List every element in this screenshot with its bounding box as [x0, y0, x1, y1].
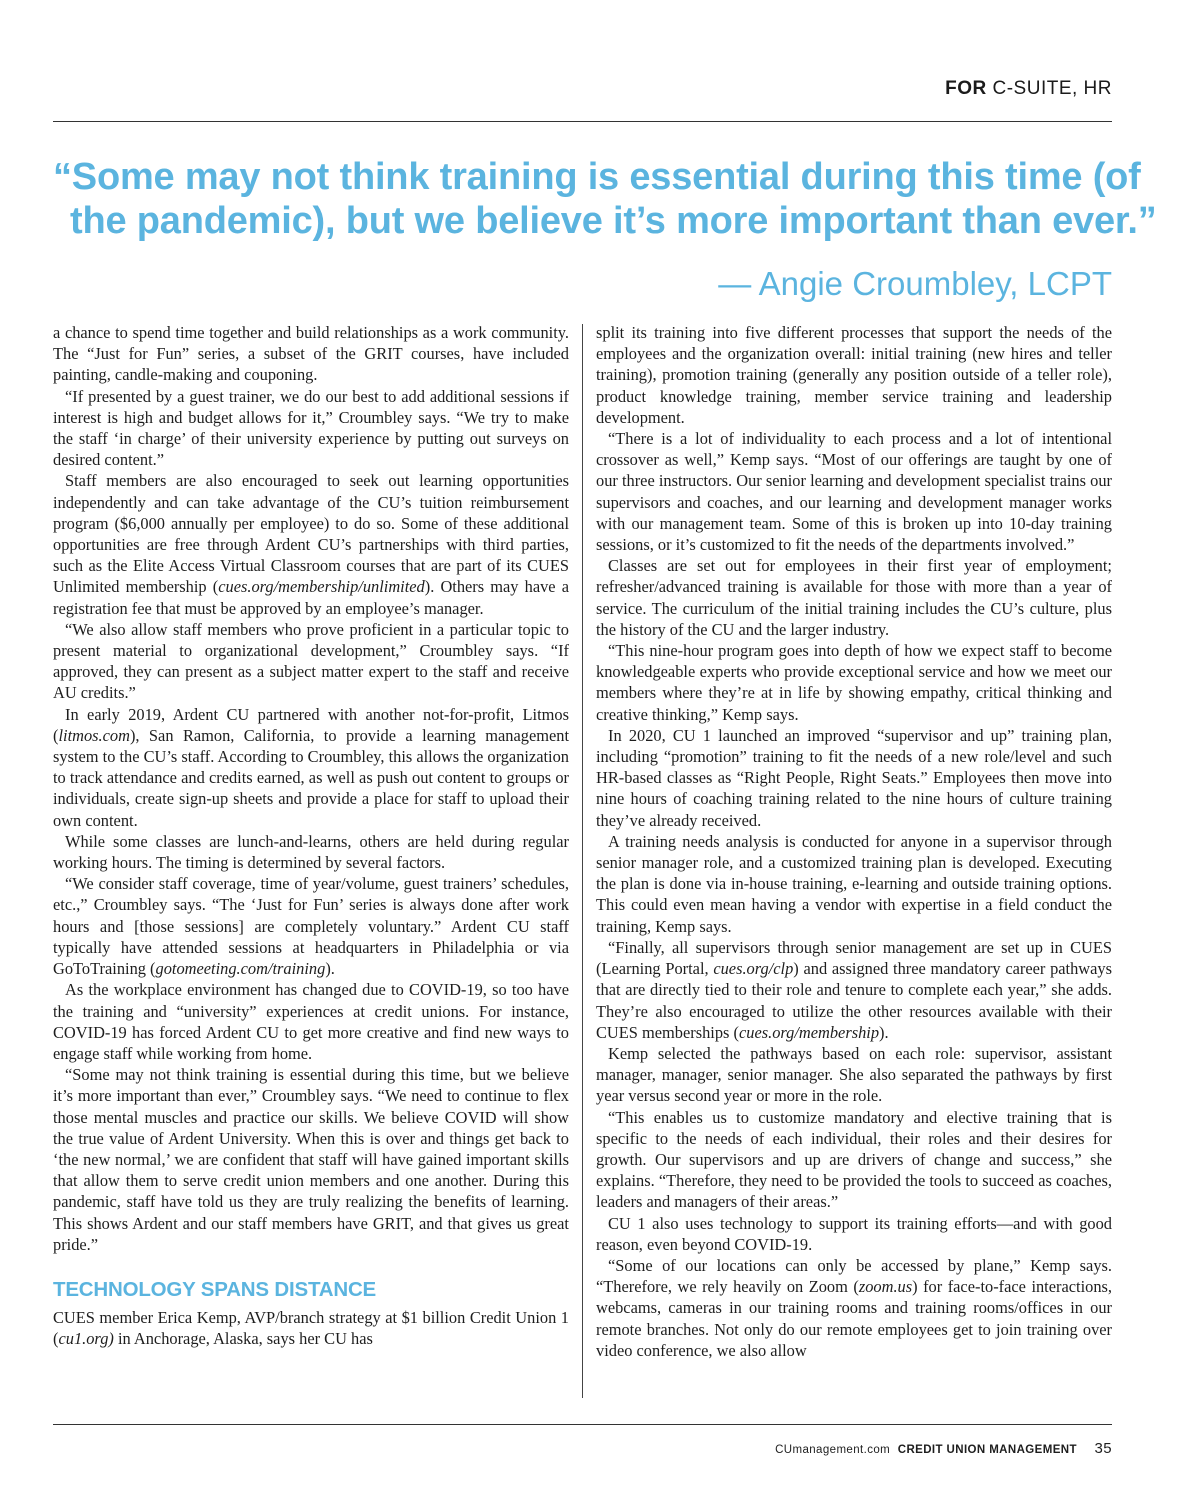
paragraph: “We consider staff coverage, time of year/volume, guest trainers’ schedules, etc.,” Croumbley says. “The ‘Just for Fun’ series is always done after work hours and [those sessions] are completely voluntary.” Ardent CU staff typically have attended sessions at headquarters in Philadelphia or via GoToTraining (gotomeeting.com/training).	[53, 874, 569, 979]
top-divider	[53, 121, 1112, 122]
paragraph: Classes are set out for employees in their first year of employment; refresher/advanced training is available for those with more than a year of service. The curriculum of the initial training includes the CU’s culture, plus the history of the CU and the larger industry.	[596, 556, 1112, 639]
paragraph: Kemp selected the pathways based on each role: supervisor, assistant manager, manager, senior manager. She also separated the pathways by first year versus second year or more in the role.	[596, 1043, 1112, 1106]
paragraph: “Some of our locations can only be accessed by plane,” Kemp says. “Therefore, we rely heavily on Zoom (zoom.us) for face-to-face interactions, webcams, cameras in our training rooms and training rooms/offices in our remote branches. Not only do our remote employees get to join training over video conference, we also allow	[596, 1255, 1112, 1360]
section-subhead: TECHNOLOGY SPANS DISTANCE	[53, 1277, 377, 1301]
page-footer	[775, 1440, 1112, 1457]
footer-magazine: CREDIT UNION MANAGEMENT	[897, 1444, 1077, 1456]
paragraph: “Finally, all supervisors through senior management are set up in CUES (Learning Portal, cues.org/clp) and assigned three mandatory career pathways that are directly tied to their role and tenure to complete each year,” she adds. They’re also encouraged to utilize the other resources available with their CUES memberships (cues.org/membership).	[596, 937, 1112, 1042]
pull-quote-line-1: “Some may not think training is essential during this time (of	[53, 156, 1141, 198]
url-link: zoom.us	[858, 1277, 913, 1297]
section-label-text: C-SUITE, HR	[992, 78, 1112, 99]
pull-quote-attribution: — Angie Croumbley, LCPT	[718, 265, 1112, 302]
paragraph: “If presented by a guest trainer, we do our best to add additional sessions if interest is high and budget allows for it,” Croumbley says. “We try to make the staff ‘in charge’ of their university experience by putting out surveys on desired content.”	[53, 386, 569, 470]
paragraph: “Some may not think training is essential during this time, but we believe it’s more important than ever,” Croumbley says. “We need to continue to flex those mental muscles and practice our skills. We believe COVID will show the true value of Ardent University. When this is over and things get back to ‘the new normal,’ we are confident that staff will have gained important skills that allow them to serve credit union members and one another. During this pandemic, staff have told us they are truly realizing the benefits of learning. This shows Ardent and our staff members have GRIT, and that gives us great pride.”	[53, 1065, 569, 1254]
right-column	[596, 322, 1112, 1361]
url-link: litmos.com	[58, 725, 130, 745]
paragraph: “We also allow staff members who prove proficient in a particular topic to present material to organizational development,” Croumbley says. “If approved, they can present as a subject matter expert to the staff and receive AU credits.”	[53, 619, 569, 703]
paragraph: As the workplace environment has changed due to COVID-19, so too have the training and “university” experiences at credit unions. For instance, COVID-19 has forced Ardent CU to get more creative and find new ways to engage staff while working from home.	[53, 980, 569, 1063]
paragraph: a chance to spend time together and build relationships as a work community. The “Just for Fun” series, a subset of the GRIT courses, have included painting, candle-making and couponing.	[53, 323, 569, 385]
bottom-divider	[53, 1424, 1112, 1425]
left-column	[53, 322, 569, 1349]
pull-quote-line-2: the pandemic), but we believe it’s more important than ever.”	[70, 200, 1157, 242]
url-link: cues.org/membership/unlimited	[218, 577, 425, 597]
section-label	[945, 78, 1112, 100]
paragraph: A training needs analysis is conducted for anyone in a supervisor through senior manager role, and a customized training plan is developed. Executing the plan is done via in-house training, e-learning and outside training options. This could even mean having a vendor with expertise in a field conduct the training, Kemp says.	[596, 831, 1112, 936]
url-link: cu1.org)	[58, 1329, 114, 1349]
page-number: 35	[1094, 1440, 1112, 1457]
pull-quote	[53, 155, 1157, 243]
column-divider	[582, 324, 583, 1398]
paragraph: In early 2019, Ardent CU partnered with another not-for-profit, Litmos (litmos.com), San Ramon, California, to provide a learning management system to the CU’s staff. According to Croumbley, this allows the organization to track attendance and credits earned, as well as push out content to groups or individuals, create sign-up sheets and provide a place for staff to upload their own content.	[53, 704, 569, 830]
footer-site: CUmanagement.com	[775, 1444, 891, 1456]
paragraph: split its training into five different processes that support the needs of the employees and the organization overall: initial training (new hires and teller training), promotion training (generally any position outside of a teller role), product knowledge training, member service training and leadership development.	[596, 323, 1112, 427]
url-link: cues.org/clp	[713, 959, 794, 979]
section-label-bold: FOR	[945, 78, 987, 99]
url-link: gotomeeting.com/training	[155, 959, 326, 979]
paragraph: CUES member Erica Kemp, AVP/branch strategy at $1 billion Credit Union 1 (cu1.org) in Anchorage, Alaska, says her CU has	[53, 1307, 569, 1349]
paragraph: In 2020, CU 1 launched an improved “supervisor and up” training plan, including “promotion” training to fit the needs of a new role/level and such HR-based classes as “Right People, Right Seats.” Employees then move into nine hours of coaching training related to the nine hours of culture training they’ve already received.	[596, 725, 1112, 830]
paragraph: Staff members are also encouraged to seek out learning opportunities independently and can take advantage of the CU’s tuition reimbursement program ($6,000 annually per employee) to do so. Some of these additional opportunities are free through Ardent CU’s partnerships with third parties, such as the Elite Access Virtual Classroom courses that are part of its CUES Unlimited membership (cues.org/membership/unlimited). Others may have a registration fee that must be approved by an employee’s manager.	[53, 471, 569, 618]
url-link: cues.org/membership	[738, 1022, 880, 1042]
paragraph: CU 1 also uses technology to support its training efforts—and with good reason, even beyond COVID-19.	[596, 1213, 1112, 1254]
paragraph: “This nine-hour program goes into depth of how we expect staff to become knowledgeable experts who provide exceptional service and how we meet our members where they’re at in life by showing empathy, critical thinking and creative thinking,” Kemp says.	[596, 641, 1112, 724]
paragraph: “There is a lot of individuality to each process and a lot of intentional crossover as well,” Kemp says. “Most of our offerings are taught by one of our three instructors. Our senior learning and development specialist trains our supervisors and coaches, and our learning and development manager works with our management team. Some of this is broken up into 10-day training sessions, or it’s customized to fit the needs of the departments involved.”	[596, 429, 1112, 555]
paragraph: “This enables us to customize mandatory and elective training that is specific to the needs of each individual, their roles and their desires for growth. Our supervisors and up are drivers of change and success,” she explains. “Therefore, they need to be provided the tools to succeed as coaches, leaders and managers of their areas.”	[596, 1107, 1112, 1212]
paragraph: While some classes are lunch-and-learns, others are held during regular working hours. The timing is determined by several factors.	[53, 831, 569, 873]
